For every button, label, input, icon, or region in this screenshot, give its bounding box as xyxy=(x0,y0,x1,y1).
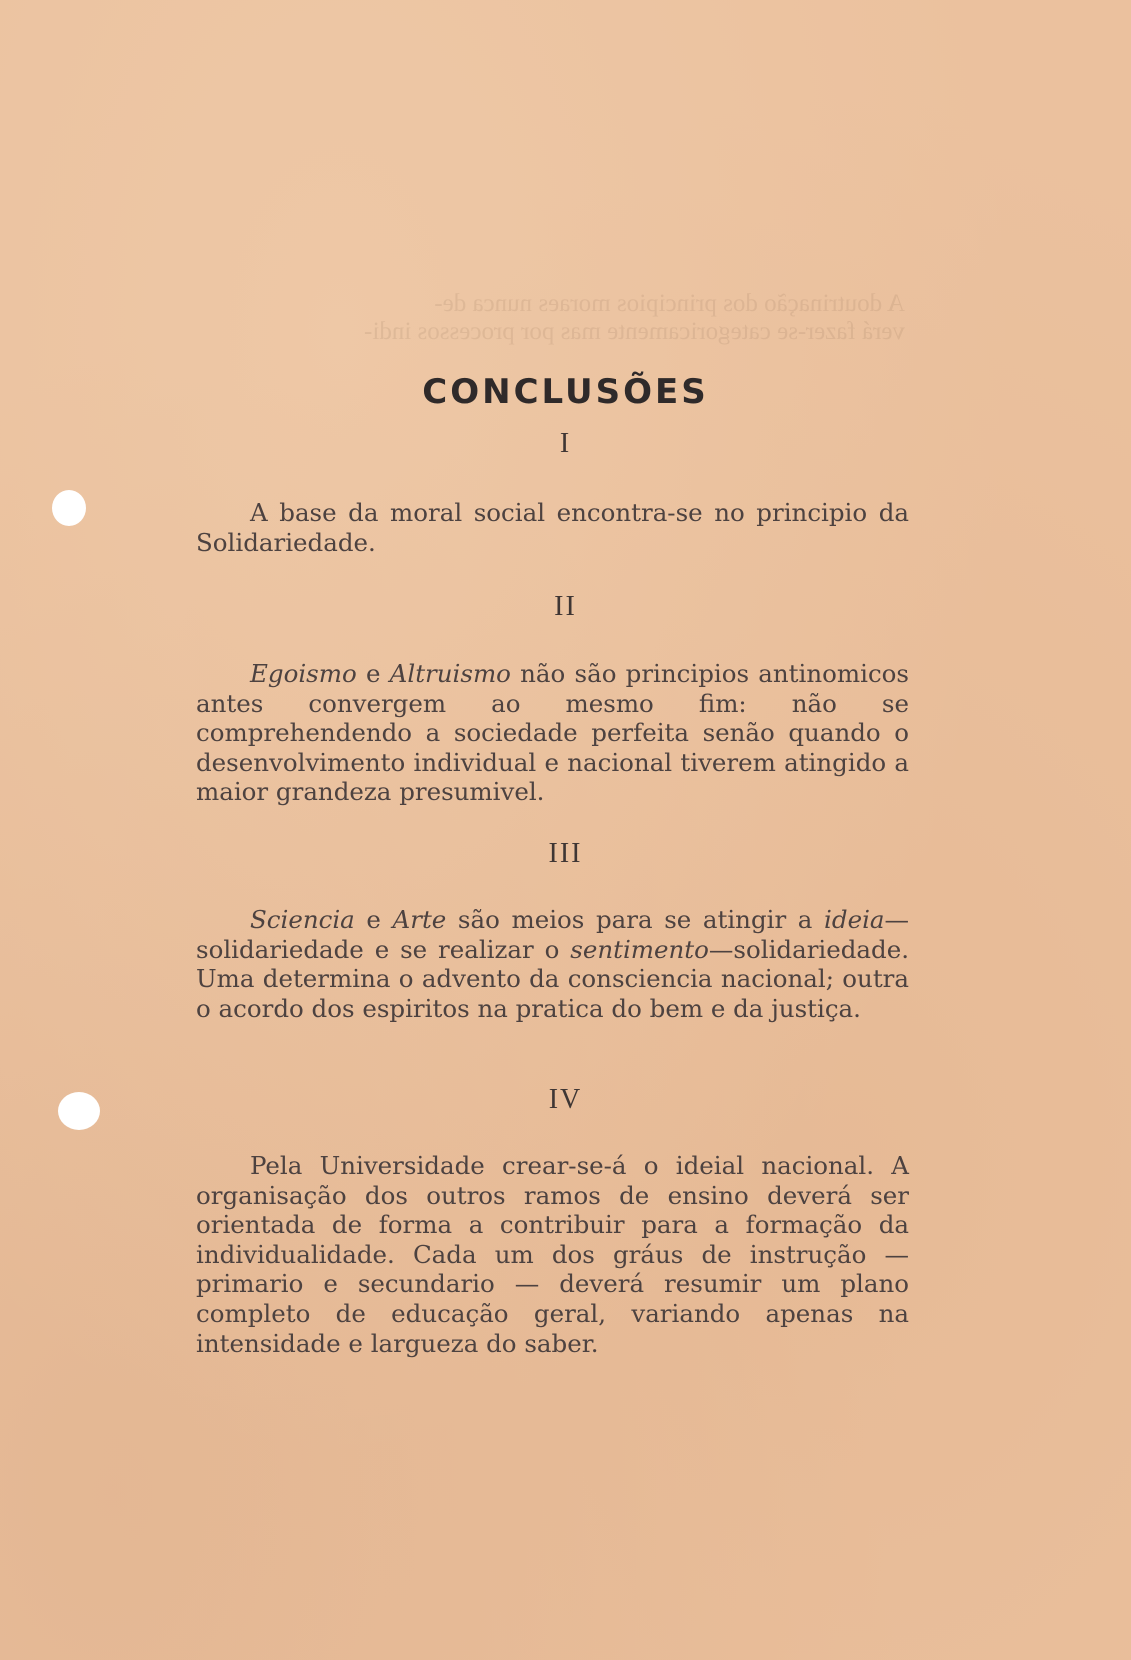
section-numeral: II xyxy=(554,591,577,622)
italic-term: sentimento xyxy=(570,934,709,964)
section-text: —solidariedade e se realizar o xyxy=(196,905,910,964)
italic-term: Egoismo xyxy=(250,659,357,688)
section-text: —solidariedade. Uma determina o advento da consciencia nacional; outra o acordo dos espiritos na pratica do bem e da justiça. xyxy=(196,934,909,1023)
section-text: e xyxy=(354,905,393,934)
section-numeral: I xyxy=(559,428,572,459)
section-paragraph xyxy=(196,905,909,1023)
bleed-through-text: verá fazer-se categoricamente mas por processos indi- xyxy=(364,318,905,345)
punch-hole xyxy=(52,490,86,526)
section-text: A base da moral social encontra-se no principio da Solidariedade. xyxy=(196,498,909,557)
section-paragraph xyxy=(196,659,909,807)
section-paragraph xyxy=(196,1151,909,1358)
section-numeral: IV xyxy=(548,1084,583,1115)
section-text: são meios para se atingir a xyxy=(446,905,825,934)
italic-term: ideia xyxy=(824,905,885,934)
italic-term: Arte xyxy=(392,905,447,934)
section-text: e xyxy=(356,659,390,688)
section-text: Pela Universidade crear-se-á o ideial nacional. A organisação dos outros ramos de ensino deverá ser orientada de forma a contribuir para a formação da individualidade. Cada um dos gráus de instrução — primario e secundario — deverá resumir um plano completo de educação geral, variando apenas na intensidade e largueza do saber. xyxy=(196,1151,909,1358)
section-text: não são principios antinomicos antes convergem ao mesmo fim: não se comprehendendo a sociedade perfeita senão quando o desenvolvimento individual e nacional tiverem atingido a maior grandeza presumivel. xyxy=(196,659,910,807)
bleed-through-text: A doutrinação dos principios moraes nunca de- xyxy=(434,290,905,317)
italic-term: Sciencia xyxy=(250,905,355,934)
page-title: CONCLUSÕES xyxy=(422,372,709,412)
section-numeral: III xyxy=(548,838,583,869)
italic-term: Altruismo xyxy=(389,659,511,688)
section-paragraph xyxy=(196,498,909,557)
